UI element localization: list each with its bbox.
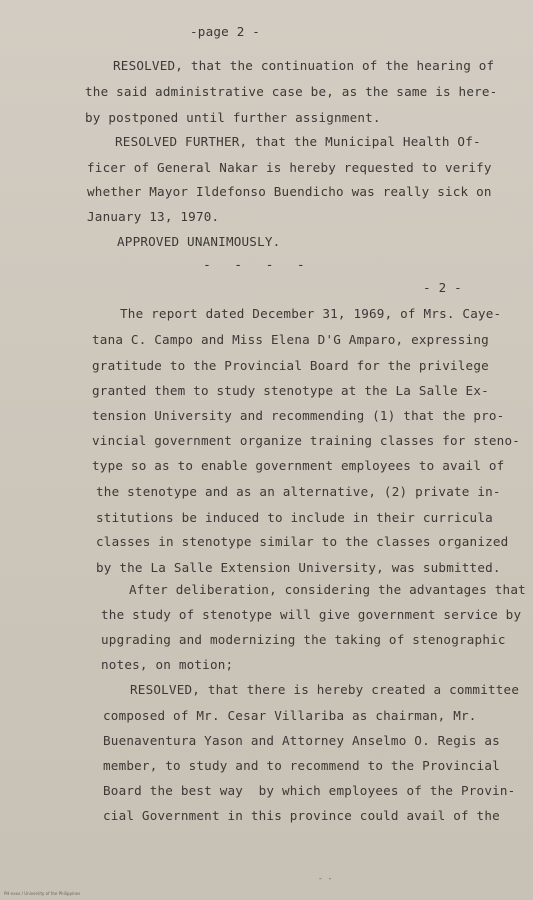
- text-line: January 13, 1970.: [87, 209, 220, 224]
- text-line: composed of Mr. Cesar Villariba as chairman, Mr.: [103, 708, 477, 723]
- text-line: by the La Salle Extension University, was submitted.: [96, 560, 501, 575]
- text-line: tana C. Campo and Miss Elena D'G Amparo, expressing: [92, 332, 489, 347]
- approved-line: APPROVED UNANIMOUSLY.: [117, 234, 281, 249]
- text-line: After deliberation, considering the advantages that: [129, 582, 526, 597]
- text-line: The report dated December 31, 1969, of Mrs. Caye-: [120, 306, 502, 321]
- page-header: -page 2 -: [190, 24, 261, 39]
- text-line: by postponed until further assignment.: [85, 110, 381, 125]
- text-line: the stenotype and as an alternative, (2) private in-: [96, 484, 501, 499]
- separator: - - - -: [203, 258, 305, 273]
- text-line: granted them to study stenotype at the La Salle Ex-: [92, 383, 489, 398]
- text-line: the study of stenotype will give government service by: [101, 607, 522, 622]
- item-number: - 2 -: [423, 280, 462, 295]
- text-line: classes in stenotype similar to the classes organized: [96, 534, 509, 549]
- text-line: Buenaventura Yason and Attorney Anselmo O. Regis as: [103, 733, 500, 748]
- text-line: vincial government organize training classes for steno-: [92, 433, 521, 448]
- text-line: RESOLVED, that the continuation of the hearing of: [113, 58, 495, 73]
- text-line: member, to study and to recommend to the Provincial: [103, 758, 500, 773]
- text-line: tension University and recommending (1) that the pro-: [92, 408, 505, 423]
- text-line: RESOLVED, that there is hereby created a committee: [130, 682, 520, 697]
- text-line: the said administrative case be, as the same is here-: [85, 84, 498, 99]
- text-line: stitutions be induced to include in their curricula: [96, 510, 493, 525]
- scan-footer: PH-xxxx / University of the Philippines: [4, 891, 81, 896]
- text-line: ficer of General Nakar is hereby requested to verify: [87, 160, 492, 175]
- text-line: upgrading and modernizing the taking of stenographic: [101, 632, 506, 647]
- text-line: RESOLVED FURTHER, that the Municipal Health Of-: [115, 134, 481, 149]
- text-line: type so as to enable government employees to avail of: [92, 458, 505, 473]
- text-line: notes, on motion;: [101, 657, 234, 672]
- text-line: cial Government in this province could avail of the: [103, 808, 500, 823]
- text-line: whether Mayor Ildefonso Buendicho was really sick on: [87, 184, 492, 199]
- text-line: gratitude to the Provincial Board for the privilege: [92, 358, 489, 373]
- page-speck: - -: [318, 874, 333, 883]
- text-line: Board the best way by which employees of the Provin-: [103, 783, 516, 798]
